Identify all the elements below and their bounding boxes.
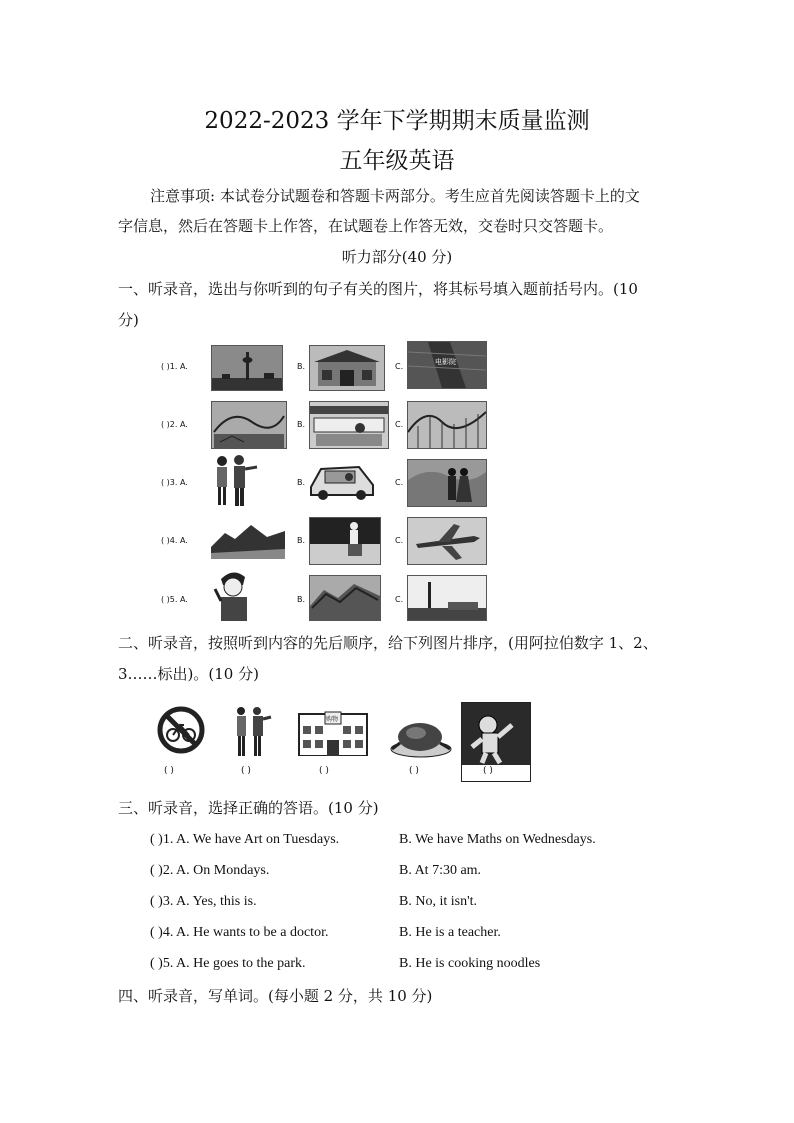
s2-paren-1[interactable]: ( ) <box>164 766 174 776</box>
s1-q4-b-stage-image <box>309 517 381 565</box>
s1-q2-a-amusement-image <box>211 401 287 449</box>
s1-q2-c-label: C. <box>395 420 404 429</box>
section2-instruction-2: 3……标出)。(10 分) <box>118 665 259 683</box>
s3-q4-option-a: ( )4. A. He wants to be a doctor. <box>150 925 329 940</box>
s3-q1-option-a: ( )1. A. We have Art on Tuesdays. <box>150 832 340 847</box>
section3-heading: 三、听录音，选择正确的答语。(10 分) <box>118 799 379 817</box>
s1-q4-b-label: B. <box>297 536 306 545</box>
s1-q5-c-label: C. <box>395 595 404 604</box>
s1-q4-c-airplane-image <box>407 517 487 565</box>
s1-q3-b-car-image <box>309 457 375 503</box>
s1-q2-label: ( )2. A. <box>161 420 188 429</box>
s1-q5-b-label: B. <box>297 595 306 604</box>
notice-line-1: 注意事项: 本试卷分试题卷和答题卡两部分。考生应首先阅读答题卡上的文 <box>150 187 640 205</box>
s3-q4-option-b: B. He is a teacher. <box>399 925 501 940</box>
s1-q5-b-greatwall-image <box>309 575 381 621</box>
s1-q3-label: ( )3. A. <box>161 478 188 487</box>
s3-q1-option-b: B. We have Maths on Wednesdays. <box>399 832 596 847</box>
s1-q5-c-tower-image <box>407 575 487 621</box>
s1-q3-a-people-image <box>209 453 259 509</box>
exam-title: 2022-2023 学年下学期期末质量监测 <box>204 108 590 134</box>
exam-subtitle: 五年级英语 <box>339 148 455 174</box>
cinema-sign-text: 电影院 <box>435 358 456 366</box>
s1-q4-a-mountain-image <box>211 519 285 559</box>
s3-q5-option-a: ( )5. A. He goes to the park. <box>150 956 306 971</box>
s2-roast-duck-image <box>388 713 454 759</box>
s2-people-directions-image <box>232 705 272 759</box>
s1-q5-a-boy-image <box>213 567 255 623</box>
s2-building-image <box>297 710 369 756</box>
s2-paren-2[interactable]: ( ) <box>241 766 251 776</box>
s2-paren-4[interactable]: ( ) <box>409 766 419 776</box>
listening-header: 听力部分(40 分) <box>341 248 453 266</box>
s2-building-sign: 购物 <box>326 716 339 723</box>
section4-heading: 四、听录音，写单词。(每小题 2 分，共 10 分) <box>118 987 433 1005</box>
s2-no-cycling-icon <box>156 705 206 755</box>
s1-q3-b-label: B. <box>297 478 306 487</box>
s1-q4-c-label: C. <box>395 536 404 545</box>
s3-q2-option-b: B. At 7:30 am. <box>399 863 482 878</box>
s1-q1-label: ( )1. A. <box>161 362 188 371</box>
s1-q2-b-label: B. <box>297 420 306 429</box>
s3-q3-option-b: B. No, it isn't. <box>399 894 477 909</box>
s3-q5-option-b: B. He is cooking noodles <box>399 956 541 971</box>
section1-picture-grid <box>155 335 490 625</box>
s1-q1-c-cinema-image <box>407 341 487 389</box>
s1-q1-b-gate-image <box>309 345 385 391</box>
s1-q2-b-shop-image <box>309 401 389 449</box>
s1-q1-c-label: C. <box>395 362 404 371</box>
s2-paren-3[interactable]: ( ) <box>319 766 329 776</box>
section1-instruction-1: 一、听录音，选出与你听到的句子有关的图片，将其标号填入题前括号内。(10 <box>118 280 638 298</box>
s1-q1-a-tower-image <box>211 345 283 391</box>
s1-q4-label: ( )4. A. <box>161 536 188 545</box>
s1-q2-c-rollercoaster-image <box>407 401 487 449</box>
s1-q3-c-couple-image <box>407 459 487 507</box>
s1-q3-c-label: C. <box>395 478 404 487</box>
s1-q5-label: ( )5. A. <box>161 595 188 604</box>
s2-astronaut-image <box>461 702 531 782</box>
s3-q3-option-a: ( )3. A. Yes, this is. <box>150 894 257 909</box>
section1-instruction-2: 分) <box>118 311 139 329</box>
s1-q1-b-label: B. <box>297 362 306 371</box>
notice-line-2: 字信息，然后在答题卡上作答，在试题卷上作答无效，交卷时只交答题卡。 <box>118 217 614 235</box>
s3-q2-option-a: ( )2. A. On Mondays. <box>150 863 270 878</box>
s2-paren-5[interactable]: ( ) <box>483 766 493 776</box>
section2-instruction-1: 二、听录音，按照听到内容的先后顺序，给下列图片排序，(用阿拉伯数字 1、2、 <box>118 634 658 652</box>
